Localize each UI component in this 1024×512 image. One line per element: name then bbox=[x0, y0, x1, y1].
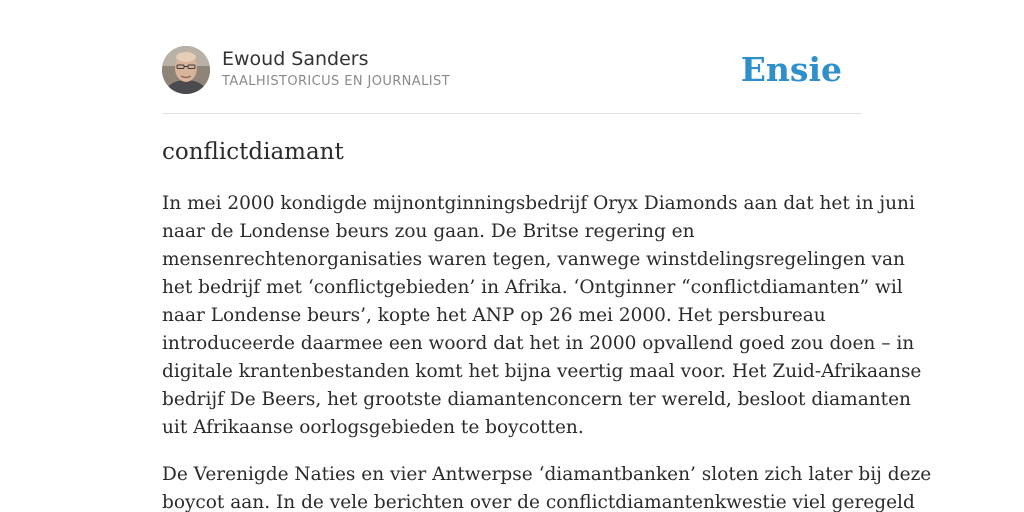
header-divider bbox=[162, 113, 862, 114]
paragraph-line: uit Afrikaanse oorlogsgebieden te boycotten. bbox=[162, 417, 584, 438]
paragraph-line: mensenrechtenorganisaties waren tegen, vanwege winstdelingsregelingen van bbox=[162, 249, 905, 270]
paragraph-line: digitale krantenbestanden komt het bijna veertig maal voor. Het Zuid-Afrikaanse bbox=[162, 361, 922, 382]
author-name[interactable]: Ewoud Sanders bbox=[222, 48, 369, 70]
author-avatar[interactable] bbox=[162, 46, 210, 94]
paragraph-line: boycot aan. In de vele berichten over de conflictdiamantenkwestie viel geregeld bbox=[162, 492, 915, 512]
paragraph-line: introduceerde daarmee een woord dat het in 2000 opvallend goed zou doen – in bbox=[162, 333, 915, 354]
entry-title: conflictdiamant bbox=[162, 139, 344, 165]
paragraph-line: bedrijf De Beers, het grootste diamantenconcern ter wereld, besloot diamanten bbox=[162, 389, 911, 410]
paragraph-line: In mei 2000 kondigde mijnontginningsbedrijf Oryx Diamonds aan dat het in juni bbox=[162, 193, 915, 214]
paragraph-line: het bedrijf met ‘conflictgebieden’ in Afrika. ‘Ontginner “conflictdiamanten” wil bbox=[162, 277, 903, 298]
avatar-photo-icon bbox=[162, 46, 210, 94]
paragraph-line: naar Londense beurs’, kopte het ANP op 26 mei 2000. Het persbureau bbox=[162, 305, 826, 326]
entry-paragraph-1 bbox=[162, 190, 922, 442]
ensie-logo[interactable]: Ensie bbox=[740, 50, 842, 89]
entry-paragraph-2 bbox=[162, 461, 932, 512]
author-role: TAALHISTORICUS EN JOURNALIST bbox=[222, 74, 450, 89]
author-header bbox=[162, 46, 862, 96]
paragraph-line: De Verenigde Naties en vier Antwerpse ‘diamantbanken’ sloten zich later bij deze bbox=[162, 464, 932, 485]
paragraph-line: naar de Londense beurs zou gaan. De Britse regering en bbox=[162, 221, 695, 242]
